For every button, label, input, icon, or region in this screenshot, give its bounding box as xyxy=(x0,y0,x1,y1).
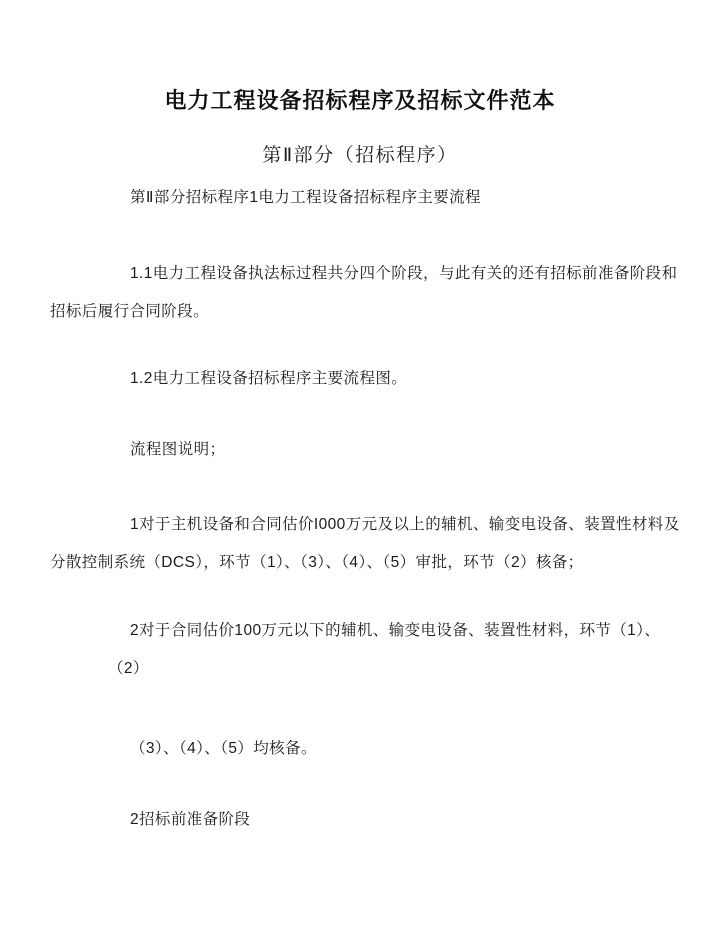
paragraph-2-line-1: 1.2电力工程设备招标程序主要流程图。 xyxy=(130,370,408,387)
paragraph-3-line-1: 流程图说明； xyxy=(130,441,226,458)
paragraph-4-line-2: 分散控制系统（DCS），环节（1）、（3）、（4）、（5）审批，环节（2）核备； xyxy=(50,554,584,571)
paragraph-1-line-1: 1.1电力工程设备执法标过程共分四个阶段，与此有关的还有招标前准备阶段和 xyxy=(130,265,678,282)
document-title: 电力工程设备招标程序及招标文件范本 xyxy=(164,88,556,113)
paragraph-4-line-1: 1对于主机设备和合同估价I000万元及以上的辅机、输变电设备、装置性材料及 xyxy=(130,516,680,533)
section-heading: 第Ⅱ部分招标程序1电力工程设备招标程序主要流程 xyxy=(130,189,481,206)
paragraph-5-line-1: 2对于合同估价100万元以下的辅机、输变电设备、装置性材料，环节（1）、 xyxy=(130,622,661,639)
part-heading: 第Ⅱ部分（招标程序） xyxy=(262,145,458,166)
paragraph-6-line-1: （3）、（4）、（5）均核备。 xyxy=(130,740,317,757)
paragraph-5-line-2: （2） xyxy=(108,660,149,677)
paragraph-1-line-2: 招标后履行合同阶段。 xyxy=(50,303,210,320)
paragraph-7-line-1: 2招标前准备阶段 xyxy=(130,811,251,828)
